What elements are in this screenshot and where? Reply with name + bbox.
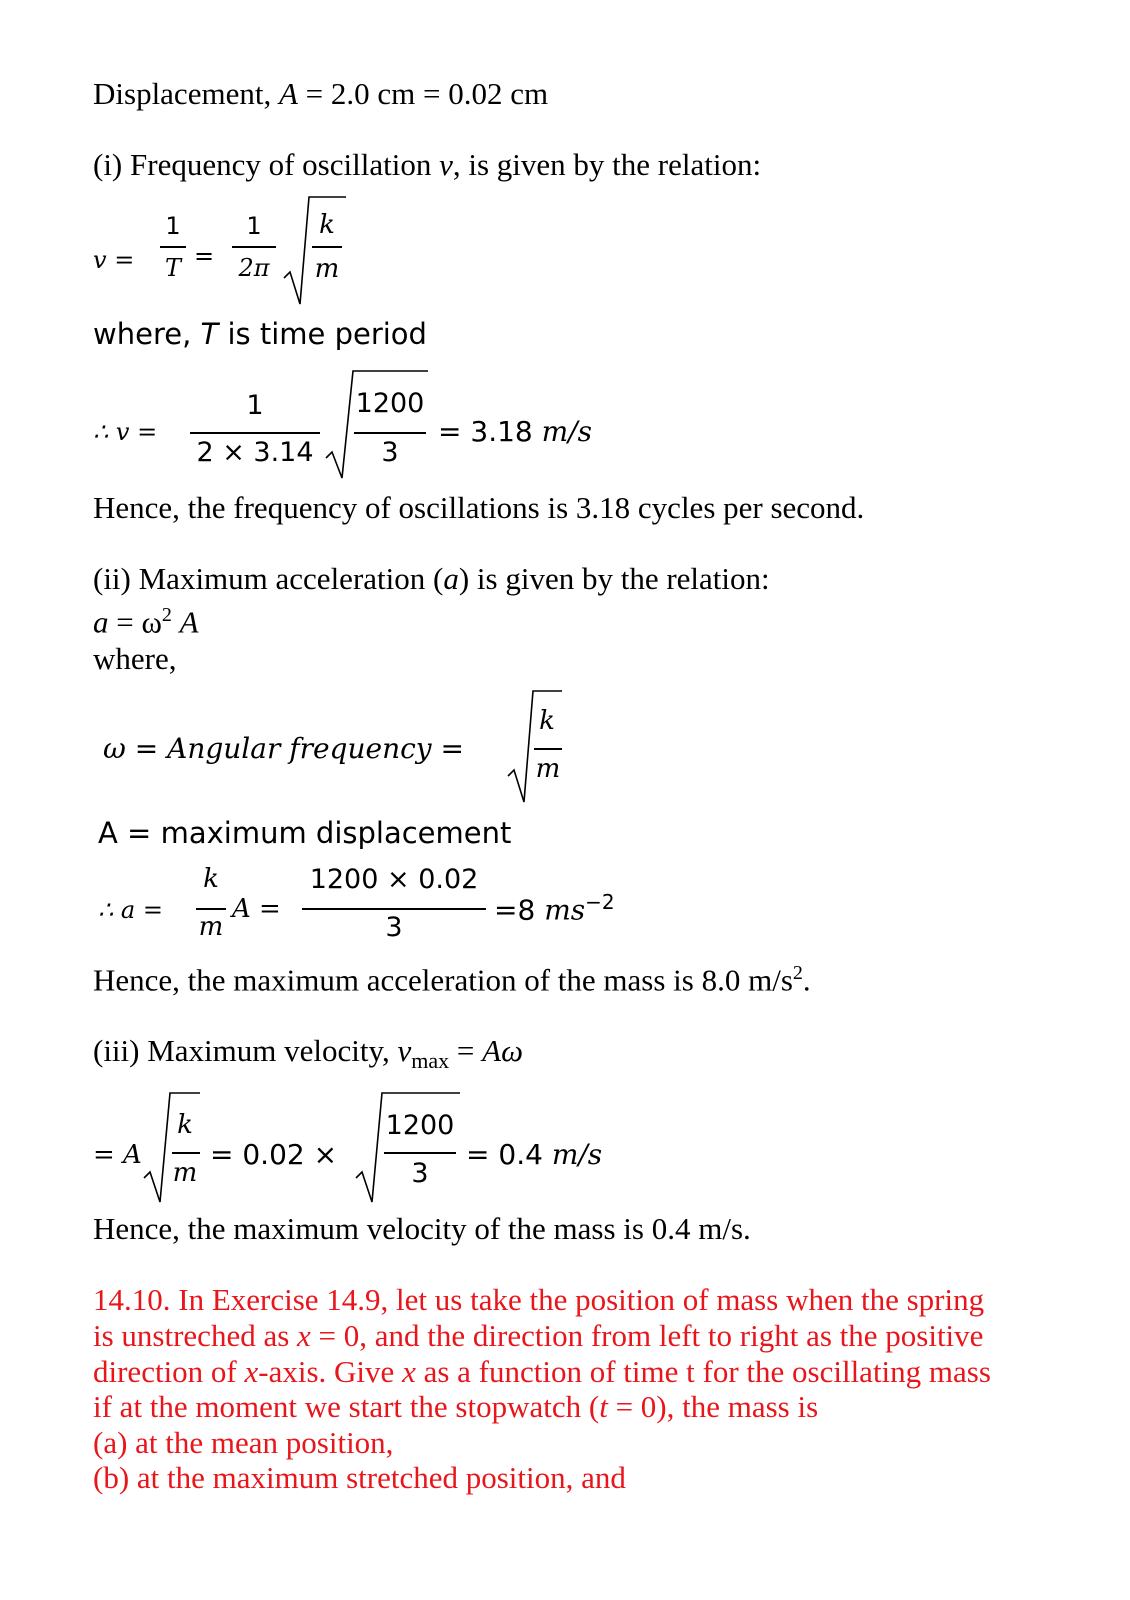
- f3-A-eq: A =: [232, 894, 281, 924]
- q2-b: = 0, and the direction from left to right as the positive: [310, 1318, 984, 1353]
- f4-mid: = 0.02 ×: [210, 1138, 338, 1171]
- f2-result: [438, 415, 592, 448]
- f4-lhs: = A: [93, 1140, 142, 1170]
- part2-where: where,: [93, 641, 177, 676]
- f4-rden: 3: [411, 1158, 429, 1189]
- f2-res-unit: m/s: [541, 415, 592, 448]
- f1-den-2pi: 2π: [238, 254, 270, 282]
- f2-fraction-bar: [190, 432, 320, 434]
- f3-num: 1200 × 0.02: [309, 864, 479, 895]
- q4-t: t: [599, 1389, 608, 1424]
- part2-heading-a: (ii) Maximum acceleration (: [93, 561, 444, 596]
- f3-res-val: 8: [517, 893, 545, 927]
- where-a: where,: [93, 317, 201, 351]
- part1-heading-var: v: [439, 147, 453, 182]
- f2-rnum: 1200: [355, 388, 425, 419]
- part3-conclusion: Hence, the maximum velocity of the mass is 0.4 m/s.: [93, 1211, 751, 1246]
- f4-k: k: [177, 1110, 193, 1140]
- f1-num-1: 1: [165, 212, 181, 240]
- part3-heading-a: (iii) Maximum velocity,: [93, 1033, 398, 1068]
- f4-fraction-bar-2: [384, 1152, 456, 1154]
- f1-k: k: [319, 210, 335, 240]
- f1-fraction-bar-2: [232, 246, 276, 248]
- question-line-6: (b) at the maximum stretched position, and: [93, 1460, 626, 1495]
- part2-conclusion-exp: 2: [792, 962, 803, 984]
- f3-therefore: ∴ a =: [98, 896, 163, 924]
- displacement-line: [93, 76, 548, 112]
- f4-fraction-bar-1: [172, 1152, 200, 1154]
- part1-heading: [93, 147, 761, 183]
- q4-a: if at the moment we start the stopwatch (: [93, 1389, 600, 1424]
- displacement-var: A: [278, 76, 298, 111]
- part3-heading-c: Aω: [482, 1033, 523, 1068]
- f2-rden: 3: [381, 437, 399, 468]
- part2-formula-b: = ω: [108, 604, 162, 640]
- where-time-period: [93, 317, 427, 351]
- f1-fraction-bar-3: [312, 246, 342, 248]
- displacement-label: Displacement,: [93, 76, 279, 111]
- f1-lhs: v =: [93, 246, 135, 274]
- f2-fraction-bar-2: [354, 432, 426, 434]
- part3-heading-var: v: [397, 1033, 412, 1068]
- part2-conclusion: [93, 962, 811, 998]
- part2-conclusion-b: .: [802, 962, 811, 998]
- f3-den: 3: [385, 912, 403, 943]
- f3-res-unit: ms: [544, 893, 586, 927]
- part2-conclusion-a: Hence, the maximum acceleration of the mass is 8.0 m/s: [93, 962, 793, 998]
- f3-fraction-bar-1: [196, 908, 226, 910]
- f1-num-2: 1: [246, 212, 262, 240]
- f3-result: [494, 890, 615, 926]
- f4-res-eq: =: [466, 1138, 490, 1171]
- q4-b: = 0), the mass is: [607, 1389, 819, 1424]
- part2-formula-c: A: [171, 604, 199, 640]
- f3-m: m: [198, 912, 224, 942]
- q3-x2: x: [402, 1354, 416, 1389]
- question-line-4: [93, 1389, 818, 1425]
- f2-res-eq: =: [438, 415, 462, 448]
- f2-therefore: ∴ v =: [93, 418, 158, 446]
- f4-m: m: [172, 1158, 198, 1188]
- f3-fraction-bar-2: [302, 908, 486, 910]
- omega-fraction-bar: [534, 748, 562, 750]
- where-b: is time period: [218, 317, 427, 351]
- q2-x: x: [297, 1318, 311, 1353]
- part2-formula-a: a: [93, 604, 109, 640]
- f4-res-unit: m/s: [551, 1138, 603, 1171]
- f4-res-val: 0.4: [498, 1138, 552, 1171]
- f3-k: k: [203, 864, 219, 894]
- f1-fraction-bar-1: [160, 246, 186, 248]
- omega-def: ω = Angular frequency =: [103, 732, 464, 765]
- part2-formula-exp: 2: [161, 604, 172, 626]
- f1-m: m: [314, 254, 340, 284]
- f3-res-exp: −2: [585, 890, 615, 914]
- part3-heading: [93, 1033, 523, 1074]
- question-line-3: [93, 1354, 991, 1390]
- f1-den-T: T: [164, 254, 181, 282]
- omega-m: m: [535, 754, 561, 784]
- q3-a: direction of: [93, 1354, 245, 1389]
- where-T: T: [200, 317, 219, 351]
- part2-formula: [93, 604, 199, 640]
- part2-heading-b: ) is given by the relation:: [458, 561, 770, 596]
- f1-eq: =: [194, 242, 215, 270]
- omega-k: k: [539, 706, 555, 736]
- part3-heading-sub: max: [411, 1048, 450, 1074]
- part3-heading-b: =: [449, 1033, 483, 1068]
- A-definition: A = maximum displacement: [98, 816, 512, 850]
- part1-heading-b: , is given by the relation:: [452, 147, 762, 182]
- question-line-1: 14.10. In Exercise 14.9, let us take the position of mass when the spring: [93, 1282, 985, 1317]
- q2-a: is unstreched as: [93, 1318, 298, 1353]
- part2-heading-var: a: [443, 561, 459, 596]
- displacement-eq: = 2.0 cm = 0.02 cm: [297, 76, 549, 111]
- f3-res-eq: =: [494, 893, 518, 927]
- question-line-2: [93, 1318, 983, 1354]
- f2-den: 2 × 3.14: [196, 437, 314, 468]
- part2-heading: [93, 561, 770, 597]
- f4-result: [466, 1138, 602, 1171]
- part1-heading-a: (i) Frequency of oscillation: [93, 147, 440, 182]
- q3-x: x: [244, 1354, 259, 1389]
- f2-num: 1: [246, 390, 264, 421]
- f4-rnum: 1200: [385, 1110, 455, 1141]
- question-line-5: (a) at the mean position,: [93, 1425, 394, 1460]
- q3-c: as a function of time t for the oscillating mass: [415, 1354, 991, 1389]
- q3-b: -axis. Give: [258, 1354, 403, 1389]
- f2-res-val: 3.18: [470, 415, 542, 448]
- part1-conclusion: Hence, the frequency of oscillations is 3.18 cycles per second.: [93, 490, 865, 525]
